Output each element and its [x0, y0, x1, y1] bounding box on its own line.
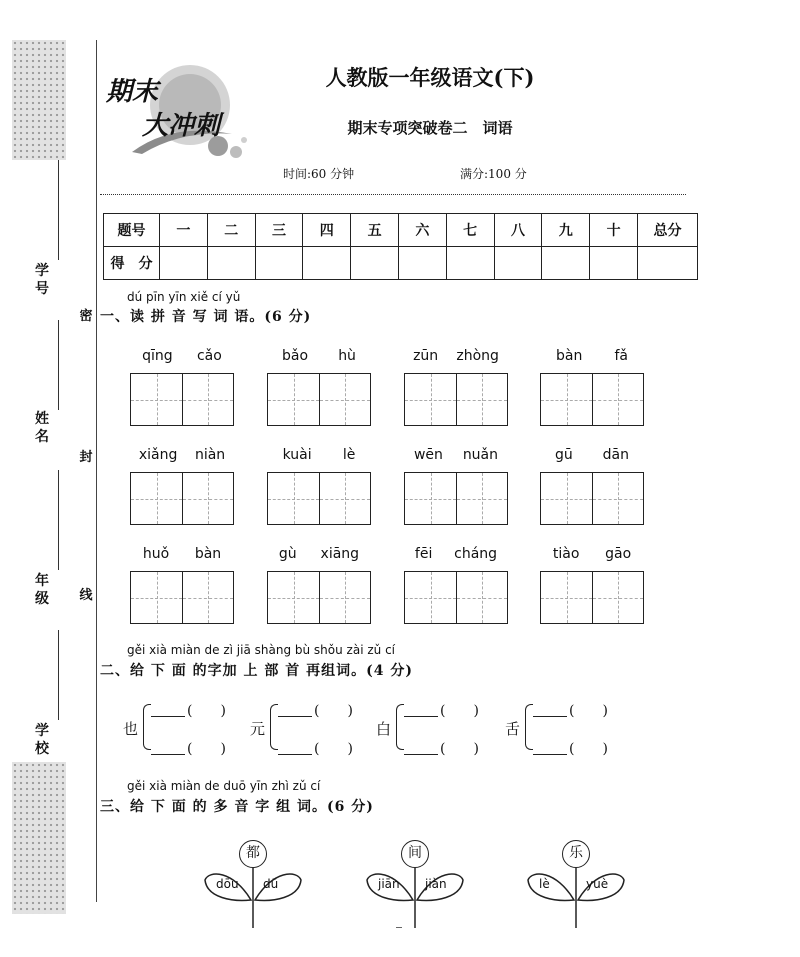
- score-cell[interactable]: [542, 247, 590, 280]
- polyphone-char: 乐: [562, 840, 590, 868]
- pinyin-syllable: fēi: [414, 546, 433, 562]
- score-cell[interactable]: [351, 247, 399, 280]
- tianzige-box[interactable]: [319, 473, 370, 524]
- tianzige-box[interactable]: [268, 374, 319, 425]
- section3-heading: 三、给 下 面 的 多 音 字 组 词。(6 分): [100, 799, 374, 815]
- word-paren[interactable]: ( ): [569, 703, 608, 719]
- word-paren[interactable]: ( ): [440, 741, 479, 757]
- student-id-label: 学号: [35, 263, 49, 297]
- tianzige-pair: [404, 571, 508, 624]
- word-item: [404, 546, 508, 568]
- score-cell[interactable]: [494, 247, 542, 280]
- polyphone-flower: [203, 840, 303, 930]
- score-row-label: 得 分: [104, 247, 160, 280]
- polyphone-pinyin-right: jiàn: [425, 877, 447, 891]
- score-header: 三: [255, 214, 303, 247]
- polyphone-pinyin-right: dū: [263, 877, 279, 891]
- tianzige-box[interactable]: [131, 374, 182, 425]
- pinyin-syllable: nuǎn: [462, 447, 499, 463]
- pinyin-syllable: huǒ: [142, 546, 170, 562]
- school-line: [58, 630, 59, 720]
- score-header: 十: [590, 214, 638, 247]
- tianzige-pair: [130, 373, 234, 426]
- word-item: [540, 546, 644, 568]
- radical-char: 白: [376, 720, 392, 738]
- seal-char-xian: 线: [79, 588, 93, 603]
- score-header: 九: [542, 214, 590, 247]
- score-cell[interactable]: [207, 247, 255, 280]
- pinyin-syllable: hù: [338, 348, 356, 364]
- tianzige-box[interactable]: [592, 572, 643, 623]
- score-cell[interactable]: [590, 247, 638, 280]
- tianzige-pair: [540, 472, 644, 525]
- polyphone-flower: [365, 840, 465, 930]
- word-pinyin: [540, 447, 644, 469]
- tianzige-box[interactable]: [319, 572, 370, 623]
- tianzige-pair: [130, 472, 234, 525]
- word-item: [540, 348, 644, 370]
- score-table: [103, 213, 698, 280]
- pinyin-syllable: gù: [278, 546, 297, 562]
- score-cell[interactable]: [303, 247, 351, 280]
- pinyin-syllable: dān: [602, 447, 630, 463]
- tianzige-box[interactable]: [182, 374, 233, 425]
- polyphone-char: 都: [239, 840, 267, 868]
- tianzige-box[interactable]: [405, 572, 456, 623]
- tianzige-box[interactable]: [592, 374, 643, 425]
- word-pinyin: [404, 447, 508, 469]
- pinyin-syllable: gū: [554, 447, 573, 463]
- word-item: [267, 348, 371, 370]
- word-item: [404, 447, 508, 469]
- polyphone-flower: [526, 840, 626, 930]
- radical-char: 元: [250, 720, 266, 738]
- word-item: [404, 348, 508, 370]
- seal-char-mi: 密: [79, 309, 93, 324]
- name-line: [58, 320, 59, 410]
- pinyin-syllable: tiào: [552, 546, 580, 562]
- radical-blank[interactable]: [404, 716, 438, 717]
- word-item: [267, 546, 371, 568]
- seal-char-feng: 封: [79, 450, 93, 465]
- tianzige-box[interactable]: [541, 473, 592, 524]
- score-header: 一: [160, 214, 208, 247]
- section3-pinyin: gěi xià miàn de duō yīn zhì zǔ cí: [127, 779, 321, 793]
- pinyin-syllable: cǎo: [196, 348, 222, 364]
- pinyin-syllable: xiǎng: [138, 447, 178, 463]
- word-pinyin: [540, 546, 644, 568]
- polyphone-pinyin-left: dōu: [216, 877, 239, 891]
- radical-blank[interactable]: [533, 716, 567, 717]
- brace: [270, 704, 278, 750]
- logo-text-bottom: 大冲刺: [142, 111, 221, 141]
- score-header: 题号: [104, 214, 160, 247]
- pinyin-syllable: kuài: [282, 447, 312, 463]
- tianzige-box[interactable]: [182, 473, 233, 524]
- score-header: 六: [398, 214, 446, 247]
- word-item: [130, 546, 234, 568]
- name-label: 姓名: [35, 411, 49, 445]
- word-item: [267, 447, 371, 469]
- radical-blank[interactable]: [533, 754, 567, 755]
- brace: [143, 704, 151, 750]
- word-pinyin: [130, 348, 234, 370]
- pinyin-syllable: bàn: [194, 546, 222, 562]
- pinyin-syllable: zūn: [413, 348, 439, 364]
- margin-pattern-top: [12, 40, 66, 160]
- score-cell[interactable]: [255, 247, 303, 280]
- pinyin-syllable: lè: [342, 447, 356, 463]
- pinyin-syllable: cháng: [454, 546, 498, 562]
- score-header: 二: [207, 214, 255, 247]
- tianzige-box[interactable]: [592, 473, 643, 524]
- word-paren[interactable]: ( ): [440, 703, 479, 719]
- tianzige-box[interactable]: [456, 374, 507, 425]
- word-paren[interactable]: ( ): [569, 741, 608, 757]
- grade-label: 年级: [35, 573, 49, 607]
- radical-blank[interactable]: [151, 754, 185, 755]
- pinyin-syllable: bàn: [556, 348, 583, 364]
- word-paren[interactable]: ( ): [187, 741, 226, 757]
- pinyin-syllable: xiāng: [320, 546, 360, 562]
- word-paren[interactable]: ( ): [314, 703, 353, 719]
- score-input-row: [104, 247, 698, 280]
- time-limit: 时间:60 分钟: [283, 167, 355, 181]
- cut-line: [100, 194, 686, 195]
- tianzige-box[interactable]: [131, 473, 182, 524]
- score-header-row: [104, 214, 698, 247]
- polyphone-char: 间: [401, 840, 429, 868]
- page-subtitle: 期末专项突破卷二 词语: [347, 119, 513, 137]
- score-header: 四: [303, 214, 351, 247]
- tianzige-pair: [404, 373, 508, 426]
- polyphone-pinyin-right: yuè: [586, 877, 609, 891]
- score-header: 七: [446, 214, 494, 247]
- score-cell[interactable]: [637, 247, 697, 280]
- word-pinyin: [267, 348, 371, 370]
- tianzige-box[interactable]: [456, 473, 507, 524]
- tianzige-pair: [540, 373, 644, 426]
- pinyin-syllable: zhòng: [456, 348, 499, 364]
- page-title: 人教版一年级语文(下): [325, 65, 535, 90]
- score-cell[interactable]: [446, 247, 494, 280]
- brace: [396, 704, 404, 750]
- score-header: 总分: [637, 214, 697, 247]
- tianzige-box[interactable]: [268, 473, 319, 524]
- tianzige-pair: [404, 472, 508, 525]
- student-id-line: [58, 160, 59, 260]
- tianzige-box[interactable]: [182, 572, 233, 623]
- full-score: 满分:100 分: [460, 167, 527, 181]
- radical-char: 也: [123, 720, 139, 738]
- binding-line: [96, 40, 97, 902]
- tianzige-pair: [130, 571, 234, 624]
- radical-blank[interactable]: [278, 754, 312, 755]
- score-cell[interactable]: [398, 247, 446, 280]
- tianzige-pair: [267, 472, 371, 525]
- logo: [102, 60, 252, 160]
- logo-text-top: 期末: [106, 77, 159, 107]
- school-label: 学校: [35, 723, 49, 757]
- tianzige-box[interactable]: [319, 374, 370, 425]
- pinyin-syllable: qīng: [142, 348, 173, 364]
- word-paren[interactable]: ( ): [314, 741, 353, 757]
- grade-line: [58, 470, 59, 570]
- margin-pattern-bottom: [12, 762, 66, 914]
- radical-blank[interactable]: [151, 716, 185, 717]
- section2-pinyin: gěi xià miàn de zì jiā shàng bù shǒu zài zǔ cí: [127, 643, 396, 657]
- radical-blank[interactable]: [278, 716, 312, 717]
- score-header: 五: [351, 214, 399, 247]
- tianzige-box[interactable]: [456, 572, 507, 623]
- polyphone-pinyin-left: jiān: [378, 877, 400, 891]
- radical-char: 舌: [505, 720, 521, 738]
- word-paren[interactable]: ( ): [187, 703, 226, 719]
- pinyin-syllable: fǎ: [614, 348, 628, 364]
- pinyin-syllable: gāo: [605, 546, 632, 562]
- pinyin-syllable: wēn: [413, 447, 443, 463]
- word-pinyin: [404, 546, 508, 568]
- pinyin-syllable: bǎo: [282, 348, 309, 364]
- word-pinyin: [130, 447, 234, 469]
- section1-pinyin: dú pīn yīn xiě cí yǔ: [127, 290, 241, 304]
- polyphone-pinyin-left: lè: [539, 877, 550, 891]
- word-pinyin: [404, 348, 508, 370]
- tianzige-box[interactable]: [541, 374, 592, 425]
- tianzige-pair: [267, 373, 371, 426]
- word-item: [130, 348, 234, 370]
- tianzige-box[interactable]: [541, 572, 592, 623]
- word-pinyin: [267, 447, 371, 469]
- tianzige-box[interactable]: [405, 374, 456, 425]
- tianzige-box[interactable]: [268, 572, 319, 623]
- word-item: [540, 447, 644, 469]
- tianzige-pair: [540, 571, 644, 624]
- section1-heading: 一、读 拼 音 写 词 语。(6 分): [100, 309, 312, 325]
- section2-heading: 二、给 下 面 的字加 上 部 首 再组词。(4 分): [100, 663, 413, 679]
- tianzige-box[interactable]: [131, 572, 182, 623]
- word-pinyin: [540, 348, 644, 370]
- pinyin-syllable: niàn: [194, 447, 226, 463]
- brace: [525, 704, 533, 750]
- word-pinyin: [267, 546, 371, 568]
- score-header: 八: [494, 214, 542, 247]
- radical-blank[interactable]: [404, 754, 438, 755]
- page-mark: [396, 927, 402, 928]
- word-pinyin: [130, 546, 234, 568]
- tianzige-pair: [267, 571, 371, 624]
- score-cell[interactable]: [160, 247, 208, 280]
- tianzige-box[interactable]: [405, 473, 456, 524]
- word-item: [130, 447, 234, 469]
